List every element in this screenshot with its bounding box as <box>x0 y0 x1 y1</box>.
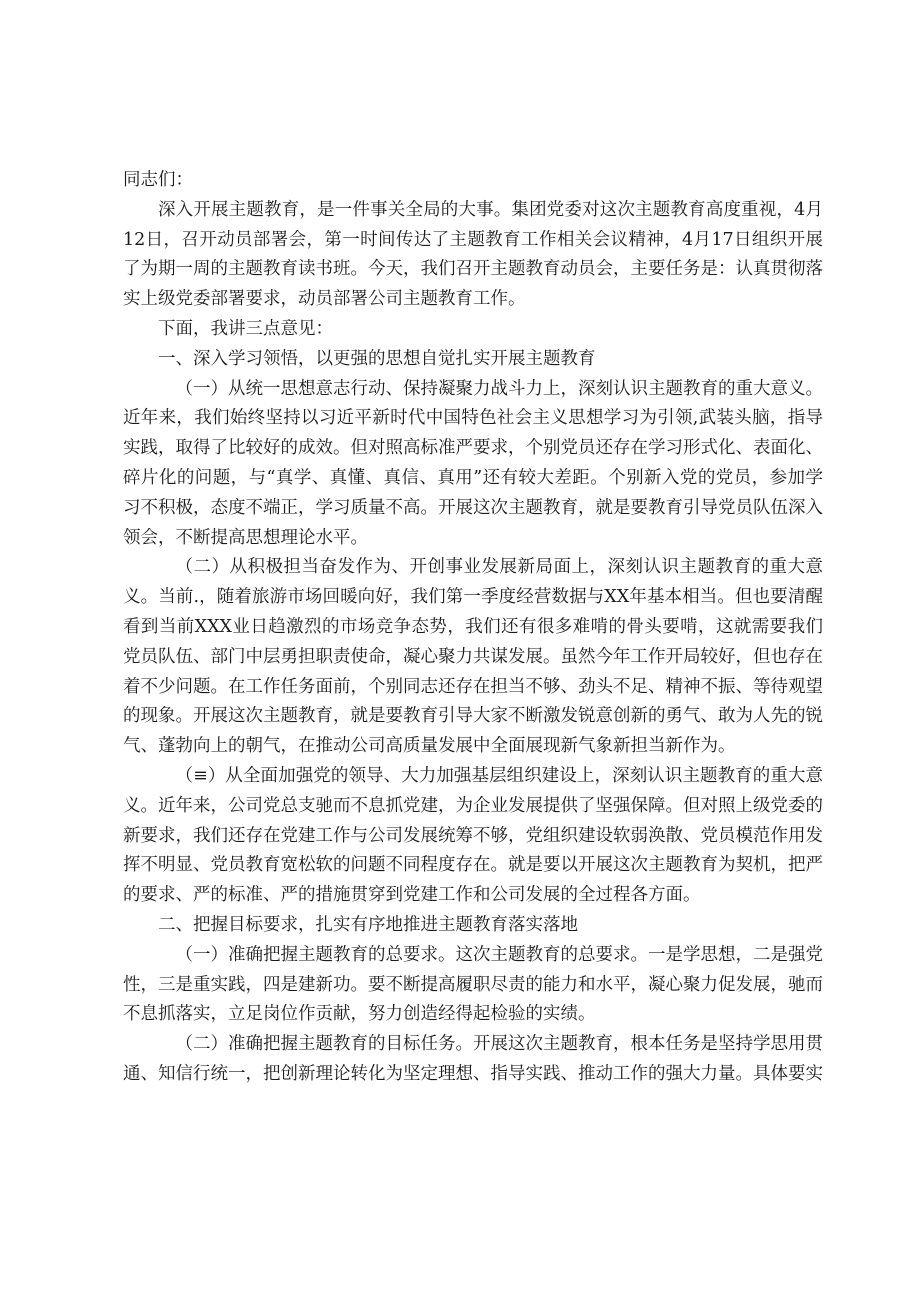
section-heading-2: 二、把握目标要求，扎实有序地推进主题教育落实落地 <box>158 914 578 935</box>
section-heading-1: 一、深入学习领悟，以更强的思想自觉扎实开展主题教育 <box>158 348 596 369</box>
paragraph-intro: 深入开展主题教育，是一件事关全局的大事。集团党委对这次主题教育高度重视，4月12日，召开动员部署会，第一时间传达了主题教育工作相关会议精神，4月17日组织开展了为期一周的主题教育读书班。今天，我们召开主题教育动员会，主要任务是：认真贯彻落实上级党委部署要求，动员部署公司主题教育工作。 <box>123 199 823 310</box>
subsection-1-3: （≡）从全面加强党的领导、大力加强基层组织建设上，深刻认识主题教育的重大意义。近年来，公司党总支驰而不息抓党建，为企业发展提供了坚强保障。但对照上级党委的新要求，我们还存在党建工作与公司发展统筹不够，党组织建设软弱涣散、党员模范作用发挥不明显、党员教育宽松软的问题不同程度存在。就是要以开展这次主题教育为契机，把严的要求、严的标准、严的措施贯穿到党建工作和公司发展的全过程各方面。 <box>123 765 823 906</box>
subsection-2-1: （一）准确把握主题教育的总要求。这次主题教育的总要求。一是学思想，二是强党性，三是重实践，四是建新功。要不断提高履职尽责的能力和水平，凝心聚力促发展，驰而不息抓落实，立足岗位作贡献，努力创造经得起检验的实绩。 <box>123 944 823 1025</box>
subsection-1-1: （一）从统一思想意志行动、保持凝聚力战斗力上，深刻认识主题教育的重大意义。近年来，我们始终坚持以习近平新时代中国特色社会主义思想学习为引领,武装头脑，指导实践，取得了比较好的成效。但对照高标准严要求，个别党员还存在学习形式化、表面化、碎片化的问题，与“真学、真懂、真信、真用”还有较大差距。个别新入党的党员，参加学习不积极，态度不端正，学习质量不高。开展这次主题教育，就是要教育引导党员队伍深入领会，不断提高思想理论水平。 <box>123 378 823 548</box>
subsection-1-2: （二）从积极担当奋发作为、开创事业发展新局面上，深刻认识主题教育的重大意义。当前.，随着旅游市场回暖向好，我们第一季度经营数据与XX年基本相当。但也要清醒看到当前XXX业日趋激烈的市场竞争态势，我们还有很多难啃的骨头要啃，这就需要我们党员队伍、部门中层勇担职责使命，凝心聚力共谋发展。虽然今年工作开局较好，但也存在着不少问题。在工作任务面前，个别同志还存在担当不够、劲头不足、精神不振、等待观望的现象。开展这次主题教育，就是要教育引导大家不断激发锐意创新的勇气、敢为人先的锐气、蓬勃向上的朝气，在推动公司高质量发展中全面展现新气象新担当新作为。 <box>123 557 823 757</box>
salutation: 同志们： <box>123 170 193 190</box>
document-body <box>123 166 823 1090</box>
subsection-2-2: （二）准确把握主题教育的目标任务。开展这次主题教育，根本任务是坚持学思用贯通、知信行统一，把创新理论转化为坚定理想、指导实践、推动工作的强大力量。具体要实 <box>123 1034 823 1084</box>
paragraph-three-points: 下面，我讲三点意见： <box>158 318 333 339</box>
